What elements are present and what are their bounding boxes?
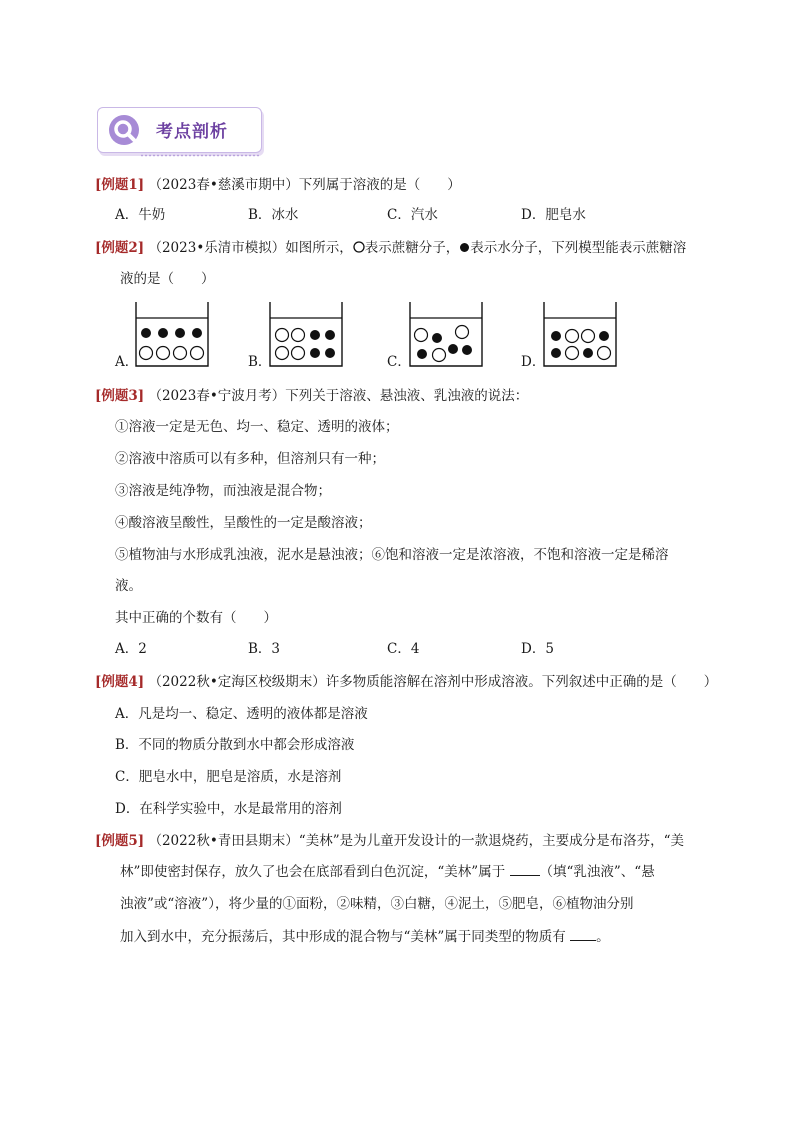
beaker-c[interactable] bbox=[408, 300, 484, 368]
q1-option-b[interactable]: B．冰水 bbox=[248, 207, 299, 223]
sugar-molecule bbox=[292, 347, 305, 360]
q3-question: 其中正确的个数有（ ） bbox=[115, 610, 277, 626]
water-molecule bbox=[325, 348, 335, 358]
q3-option-a[interactable]: A．2 bbox=[115, 641, 147, 657]
q3-option-d[interactable]: D．5 bbox=[521, 641, 554, 657]
q5-line3: 浊液”或“溶液”），将少量的①面粉，②味精，③白糖，④泥土，⑤肥皂，⑥植物油分别 bbox=[120, 896, 634, 912]
q2-label-b[interactable]: B． bbox=[248, 354, 272, 370]
q2-text-b: 表示蔗糖分子， bbox=[364, 240, 460, 256]
q5-stem bbox=[95, 832, 684, 850]
water-molecule bbox=[462, 345, 472, 355]
q1-text: （2023春•慈溪市期中）下列属于溶液的是（ ） bbox=[148, 177, 461, 193]
q3-option-b[interactable]: B．3 bbox=[248, 641, 281, 657]
q4-stem bbox=[95, 673, 717, 691]
q1-option-c[interactable]: C．汽水 bbox=[387, 207, 438, 223]
q5-line4-a: 加入到水中，充分振荡后，其中形成的混合物与“美林”属于同类型的物质有 bbox=[120, 929, 571, 945]
sugar-molecule bbox=[415, 329, 428, 342]
beaker-b[interactable] bbox=[268, 300, 344, 368]
water-molecule bbox=[325, 330, 335, 340]
q3-option-c[interactable]: C．4 bbox=[387, 641, 420, 657]
sugar-molecule bbox=[598, 347, 611, 360]
water-molecule bbox=[310, 330, 320, 340]
sugar-molecule bbox=[456, 326, 469, 339]
header-underline bbox=[140, 154, 260, 157]
empty-circle-icon bbox=[353, 241, 365, 253]
sugar-molecule bbox=[566, 330, 579, 343]
water-molecule bbox=[448, 344, 458, 354]
q2-label-a[interactable]: A． bbox=[115, 354, 139, 370]
q3-statement-5-6: ⑤植物油与水形成乳浊液，泥水是悬浊液；⑥饱和溶液一定是浓溶液，不饱和溶液一定是稀溶 bbox=[115, 547, 669, 563]
q2-text-a: （2023•乐清市模拟）如图所示， bbox=[148, 240, 353, 256]
q3-tag: [例题3] bbox=[95, 388, 145, 404]
sugar-molecule bbox=[433, 349, 446, 362]
water-molecule bbox=[551, 348, 561, 358]
sugar-molecule bbox=[582, 330, 595, 343]
q5-line2-b: （填“乳浊液”、“悬 bbox=[539, 864, 655, 880]
beaker-d[interactable] bbox=[542, 300, 618, 368]
q3-statement-1: ①溶液一定是无色、均一、稳定、透明的液体； bbox=[115, 419, 399, 435]
q2-tag: [例题2] bbox=[95, 240, 145, 256]
section-title: 考点剖析 bbox=[156, 122, 228, 142]
sugar-molecule bbox=[157, 347, 170, 360]
q5-line2-a: 林”即使密封保存，放久了也会在底部看到白色沉淀，“美林”属于 bbox=[120, 864, 510, 880]
q3-statement-6-end: 液。 bbox=[115, 578, 142, 594]
q2-stem-line2: 液的是（ ） bbox=[120, 271, 215, 287]
water-molecule bbox=[417, 349, 427, 359]
q2-label-c[interactable]: C． bbox=[387, 354, 411, 370]
sugar-molecule bbox=[140, 347, 153, 360]
sugar-molecule bbox=[276, 329, 289, 342]
water-molecule bbox=[175, 328, 185, 338]
water-molecule bbox=[141, 328, 151, 338]
water-molecule bbox=[432, 333, 442, 343]
beaker-a[interactable] bbox=[134, 300, 210, 368]
sugar-molecule bbox=[174, 347, 187, 360]
q4-option-b[interactable]: B．不同的物质分散到水中都会形成溶液 bbox=[115, 737, 355, 753]
q1-stem bbox=[95, 176, 461, 194]
q1-option-a[interactable]: A．牛奶 bbox=[115, 207, 166, 223]
q3-statement-2: ②溶液中溶质可以有多种，但溶剂只有一种； bbox=[115, 451, 385, 467]
q5-line4 bbox=[120, 928, 610, 946]
section-header bbox=[97, 107, 262, 153]
water-molecule bbox=[551, 331, 561, 341]
sugar-molecule bbox=[276, 347, 289, 360]
filled-circle-icon bbox=[459, 242, 470, 253]
q1-option-d[interactable]: D．肥皂水 bbox=[521, 207, 586, 223]
q2-label-d[interactable]: D． bbox=[521, 354, 546, 370]
q5-line2 bbox=[120, 863, 655, 881]
water-molecule bbox=[158, 328, 168, 338]
q4-option-a[interactable]: A．凡是均一、稳定、透明的液体都是溶液 bbox=[115, 706, 368, 722]
q5-blank-1[interactable] bbox=[510, 863, 540, 876]
sugar-molecule bbox=[292, 329, 305, 342]
q3-statement-3: ③溶液是纯净物，而浊液是混合物； bbox=[115, 483, 331, 499]
water-molecule bbox=[583, 348, 593, 358]
q1-tag: [例题1] bbox=[95, 177, 145, 193]
q5-line4-b: 。 bbox=[596, 929, 610, 945]
q4-option-d[interactable]: D．在科学实验中，水是最常用的溶剂 bbox=[115, 801, 342, 817]
magnifier-icon bbox=[108, 114, 142, 148]
water-molecule bbox=[192, 328, 202, 338]
sugar-molecule bbox=[566, 347, 579, 360]
q5-blank-2[interactable] bbox=[570, 928, 596, 941]
q2-stem bbox=[95, 239, 686, 257]
q5-tag: [例题5] bbox=[95, 833, 145, 849]
sugar-molecule bbox=[191, 347, 204, 360]
q4-text: （2022秋•定海区校级期末）许多物质能溶解在溶剂中形成溶液。下列叙述中正确的是（ ） bbox=[148, 674, 718, 690]
q2-text-c: 表示水分子，下列模型能表示蔗糖溶 bbox=[470, 240, 687, 256]
q4-option-c[interactable]: C．肥皂水中，肥皂是溶质，水是溶剂 bbox=[115, 769, 342, 785]
q5-line1: （2022秋•青田县期末）“美林”是为儿童开发设计的一款退烧药，主要成分是布洛芬，“美 bbox=[148, 833, 684, 849]
q3-statement-4: ④酸溶液呈酸性，呈酸性的一定是酸溶液； bbox=[115, 515, 372, 531]
q3-stem bbox=[95, 387, 528, 405]
q4-tag: [例题4] bbox=[95, 674, 145, 690]
water-molecule bbox=[599, 331, 609, 341]
q3-text: （2023春•宁波月考）下列关于溶液、悬浊液、乳浊液的说法： bbox=[148, 388, 529, 404]
water-molecule bbox=[310, 348, 320, 358]
